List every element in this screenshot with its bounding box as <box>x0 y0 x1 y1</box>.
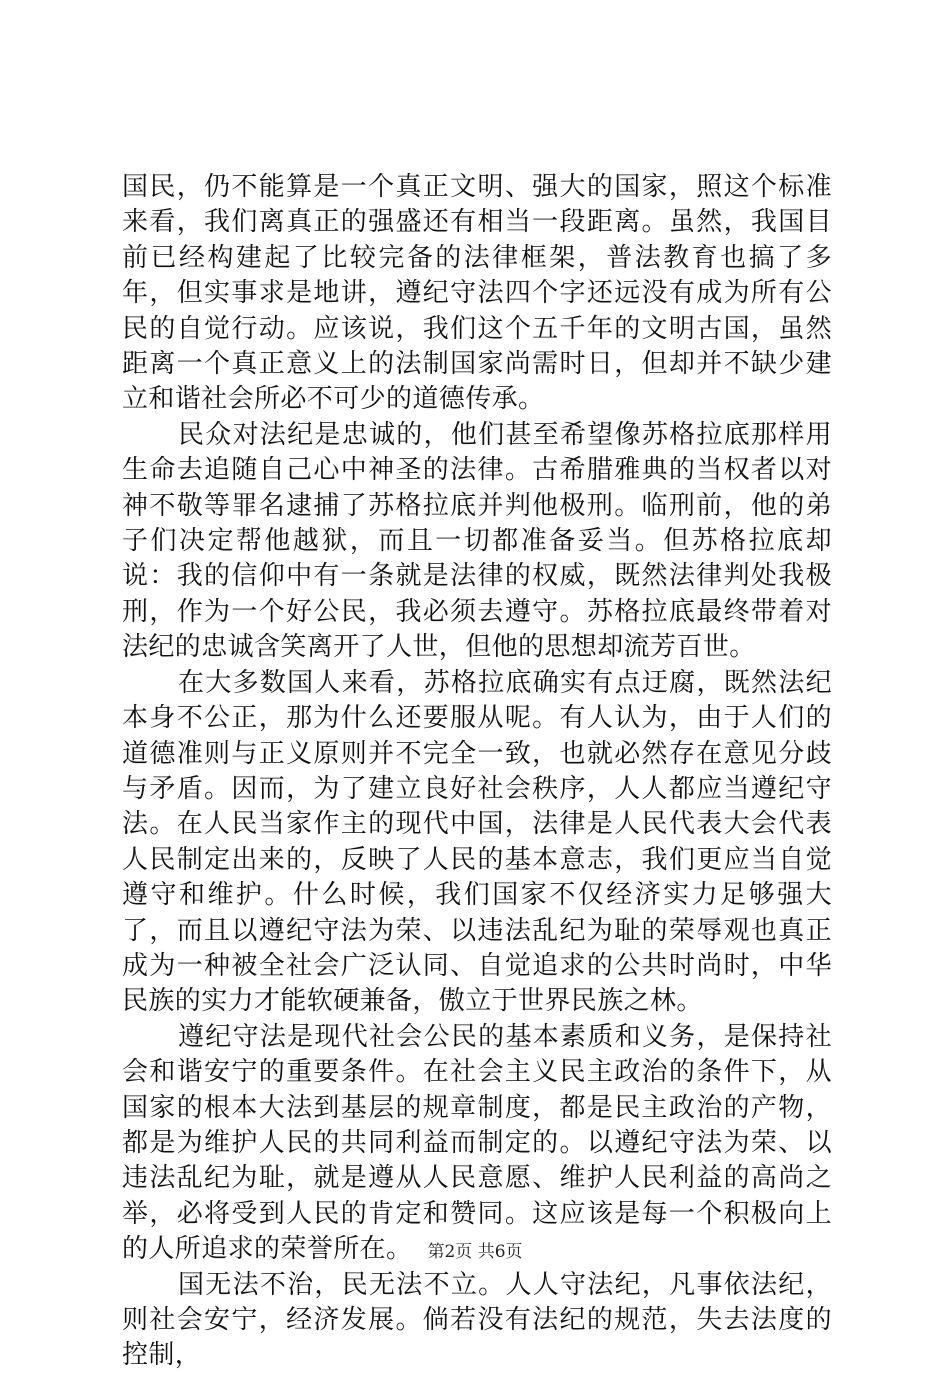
paragraph: 遵纪守法是现代社会公民的基本素质和义务，是保持社会和谐安宁的重要条件。在社会主义民主政治的条件下，从国家的根本大法到基层的规章制度，都是民主政治的产物，都是为维护人民的共同利益而制定的。以遵纪守法为荣、以违法乱纪为耻，就是遵从人民意愿、维护人民利益的高尚之举，必将受到人民的肯定和赞同。这应该是每一个积极向上的人所追求的荣誉所在。 <box>122 1021 832 1265</box>
paragraph: 国民，仍不能算是一个真正文明、强大的国家，照这个标准来看，我们离真正的强盛还有相当一段距离。虽然，我国目前已经构建起了比较完备的法律框架，普法教育也搞了多年，但实事求是地讲，遵纪守法四个字还远没有成为所有公民的自觉行动。应该说，我们这个五千年的文明古国，虽然距离一个真正意义上的法制国家尚需时日，但却并不缺少建立和谐社会所必不可少的道德传承。 <box>122 172 832 415</box>
document-body <box>122 170 832 1374</box>
paragraph: 国无法不治，民无法不立。人人守法纪，凡事依法纪，则社会安宁，经济发展。倘若没有法纪的规范，失去法度的控制， <box>122 1269 832 1371</box>
paragraph: 民众对法纪是忠诚的，他们甚至希望像苏格拉底那样用生命去追随自己心中神圣的法律。古希腊雅典的当权者以对神不敬等罪名逮捕了苏格拉底并判他极刑。临刑前，他的弟子们决定帮他越狱，而且一切都准备妥当。但苏格拉底却说：我的信仰中有一条就是法律的权威，既然法律判处我极刑，作为一个好公民，我必须去遵守。苏格拉底最终带着对法纪的忠诚含笑离开了人世，但他的思想却流芳百世。 <box>122 419 832 663</box>
paragraph: 在大多数国人来看，苏格拉底确实有点迂腐，既然法纪本身不公正，那为什么还要服从呢。有人认为，由于人们的道德准则与正义原则并不完全一致，也就必然存在意见分歧与矛盾。因而，为了建立良好社会秩序，人人都应当遵纪守法。在人民当家作主的现代中国，法律是人民代表大会代表人民制定出来的，反映了人民的基本意志，我们更应当自觉遵守和维护。什么时候，我们国家不仅经济实力足够强大了，而且以遵纪守法为荣、以违法乱纪为耻的荣辱观也真正成为一种被全社会广泛认同、自觉追求的公共时尚时，中华民族的实力才能软硬兼备，傲立于世界民族之林。 <box>122 667 832 1017</box>
page-number-footer: 第2页 共6页 <box>427 1242 523 1262</box>
